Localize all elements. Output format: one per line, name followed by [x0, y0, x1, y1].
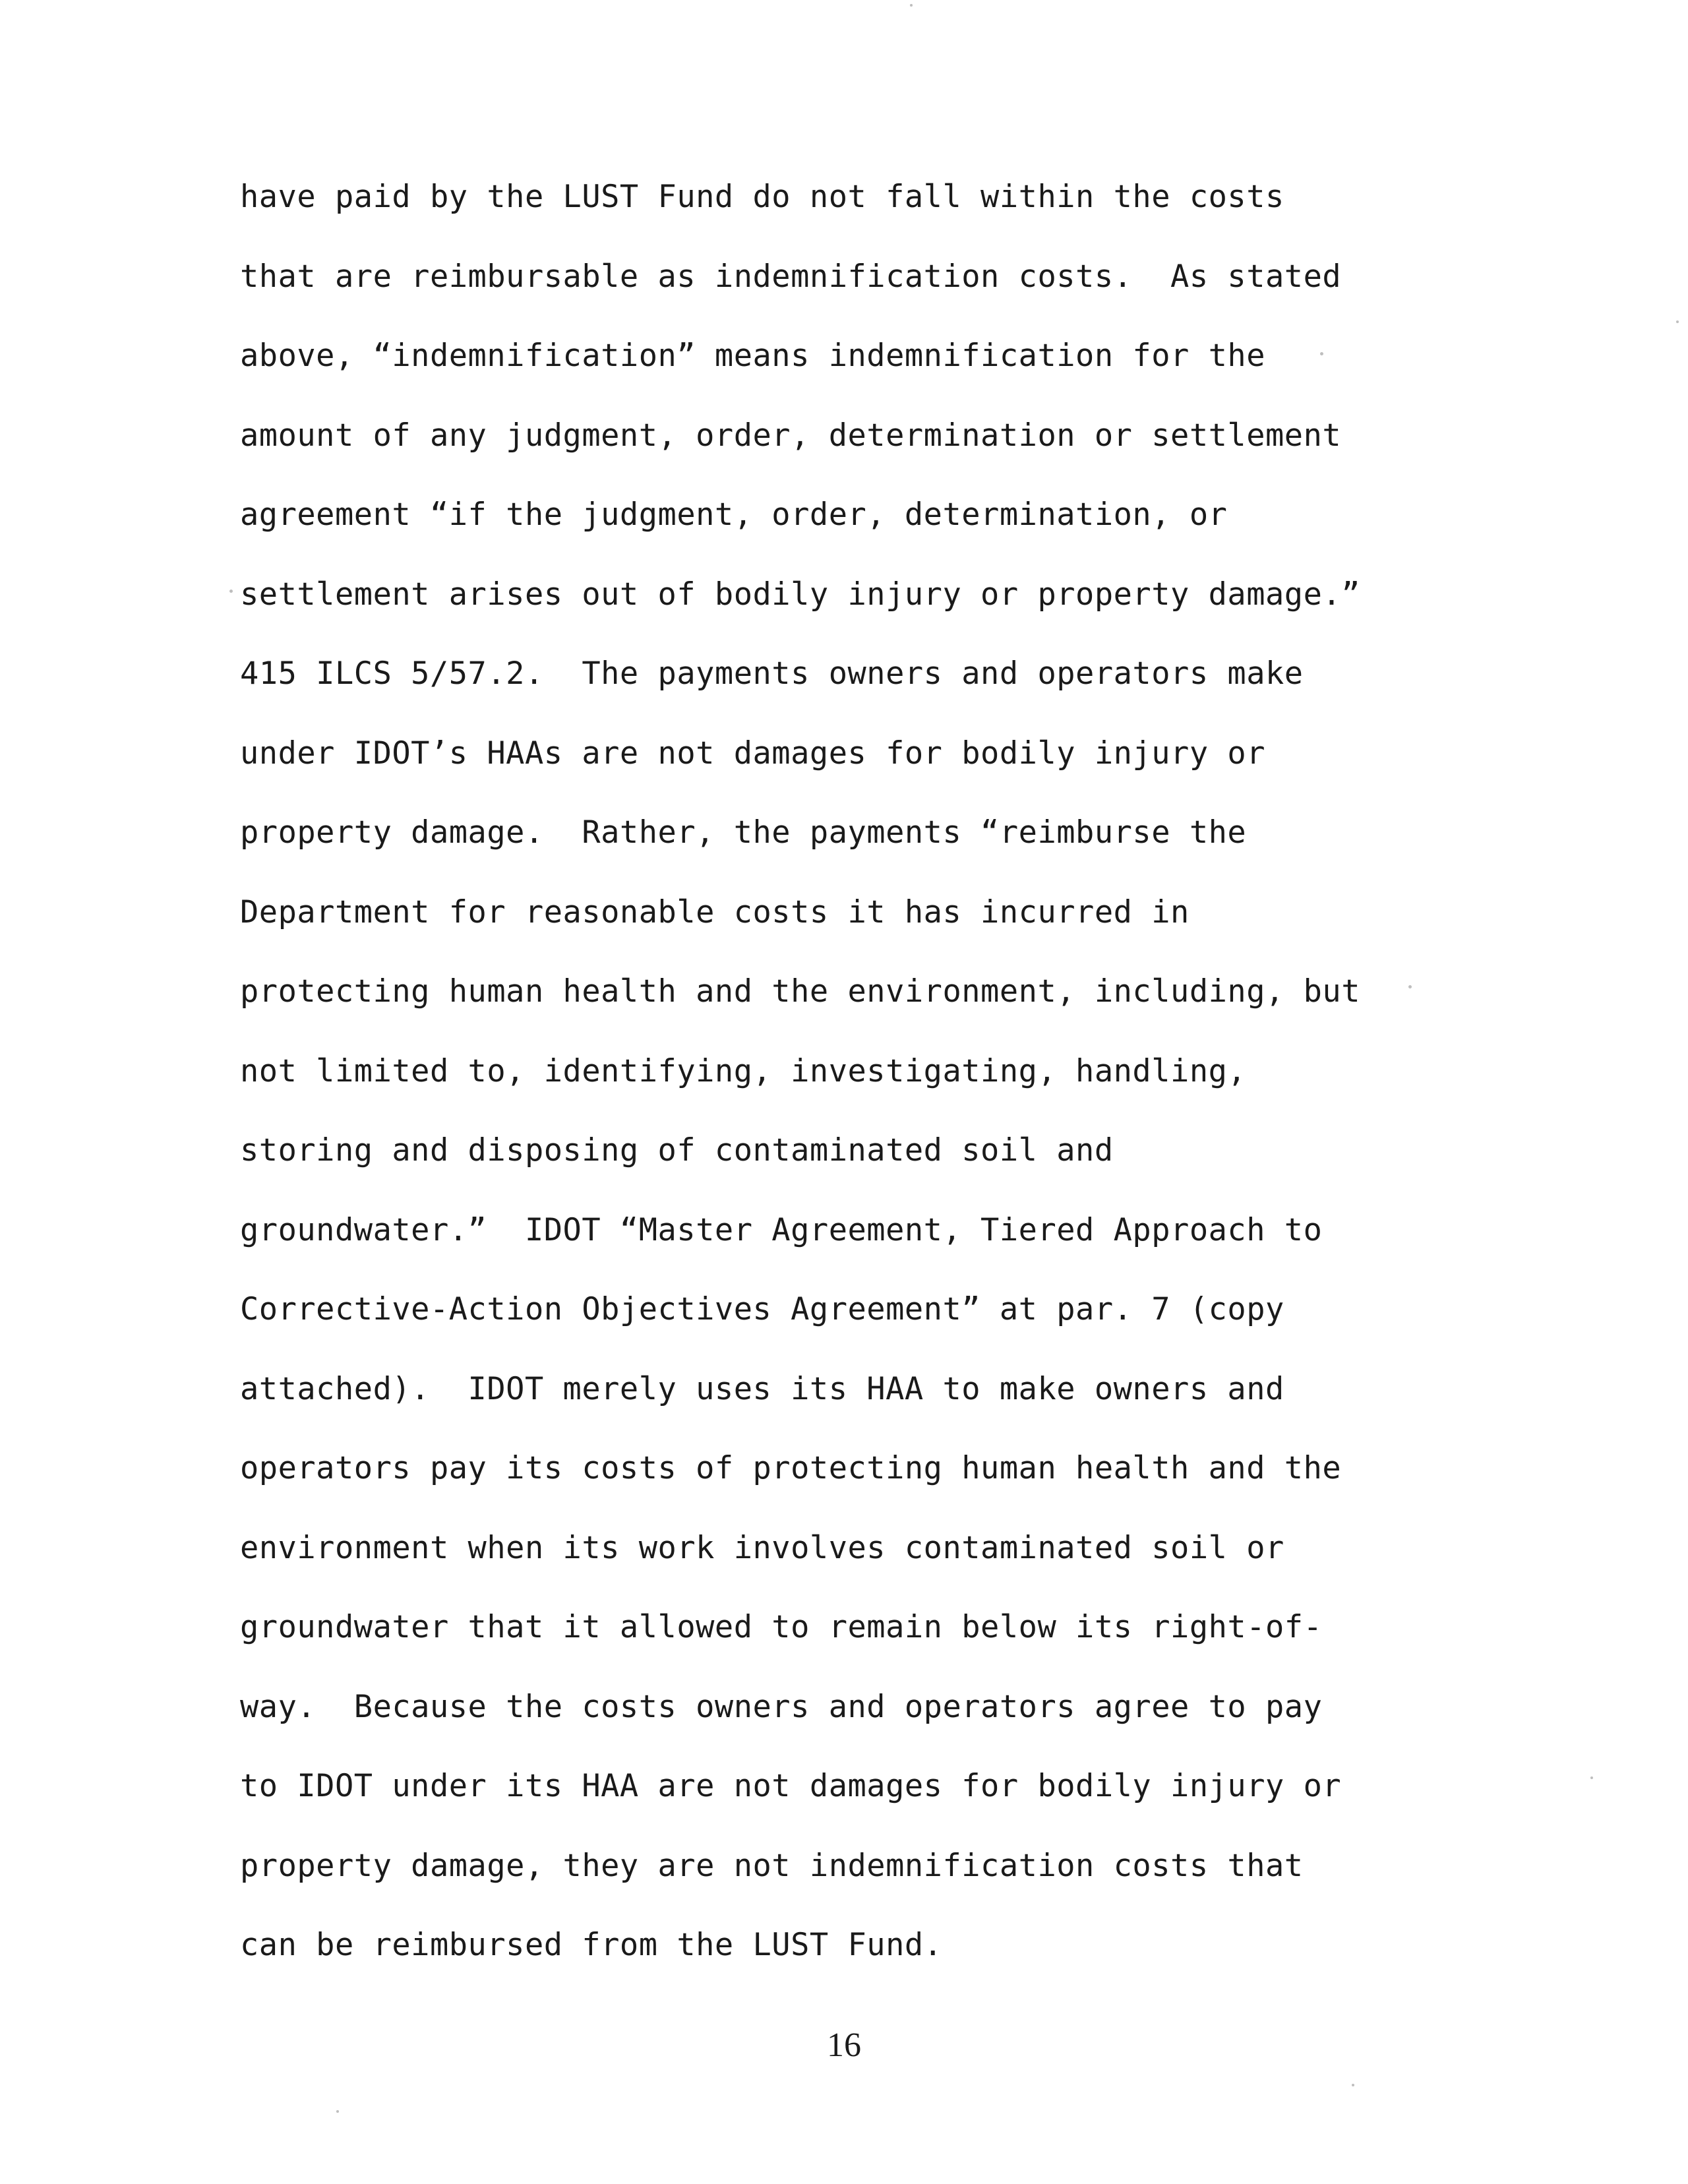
text-line-15: Corrective-Action Objectives Agreement” at par. 7 (copy — [240, 1291, 1284, 1327]
text-line-14: groundwater.” IDOT “Master Agreement, Tiered Approach to — [240, 1211, 1323, 1248]
text-line-22: property damage, they are not indemnification costs that — [240, 1847, 1304, 1884]
scan-speck — [336, 2110, 339, 2113]
scan-speck — [1590, 1776, 1593, 1779]
text-line-16: attached). IDOT merely uses its HAA to make owners and — [240, 1370, 1284, 1407]
text-line-8: under IDOT’s HAAs are not damages for bodily injury or — [240, 735, 1266, 772]
text-line-7: 415 ILCS 5/57.2. The payments owners and operators make — [240, 655, 1304, 692]
text-line-2: that are reimbursable as indemnification costs. As stated — [240, 258, 1342, 295]
text-line-13: storing and disposing of contaminated soil and — [240, 1132, 1114, 1168]
text-line-1: have paid by the LUST Fund do not fall within the costs — [240, 179, 1284, 215]
text-line-20: way. Because the costs owners and operators agree to pay — [240, 1688, 1323, 1725]
text-line-19: groundwater that it allowed to remain below its right-of- — [240, 1609, 1323, 1645]
text-line-23: can be reimbursed from the LUST Fund. — [240, 1927, 943, 1963]
scan-speck — [1676, 320, 1679, 323]
scan-speck — [1352, 2084, 1354, 2086]
scan-speck — [1408, 985, 1412, 988]
scan-speck — [229, 590, 233, 593]
text-line-17: operators pay its costs of protecting human health and the — [240, 1450, 1342, 1486]
text-line-12: not limited to, identifying, investigating, handling, — [240, 1052, 1247, 1089]
text-line-21: to IDOT under its HAA are not damages for bodily injury or — [240, 1768, 1342, 1804]
body-paragraph — [240, 174, 1493, 2002]
scan-speck — [1320, 352, 1323, 355]
page-number: 16 — [827, 2026, 861, 2064]
text-line-5: agreement “if the judgment, order, determination, or — [240, 497, 1228, 533]
text-line-6: settlement arises out of bodily injury or property damage.” — [240, 576, 1360, 613]
text-line-4: amount of any judgment, order, determination or settlement — [240, 417, 1342, 454]
text-line-3: above, “indemnification” means indemnification for the — [240, 338, 1266, 374]
text-line-11: protecting human health and the environment, including, but — [240, 973, 1360, 1010]
text-line-10: Department for reasonable costs it has incurred in — [240, 894, 1190, 930]
text-line-9: property damage. Rather, the payments “reimburse the — [240, 814, 1247, 851]
scan-speck — [910, 4, 913, 7]
text-line-18: environment when its work involves contaminated soil or — [240, 1529, 1284, 1566]
